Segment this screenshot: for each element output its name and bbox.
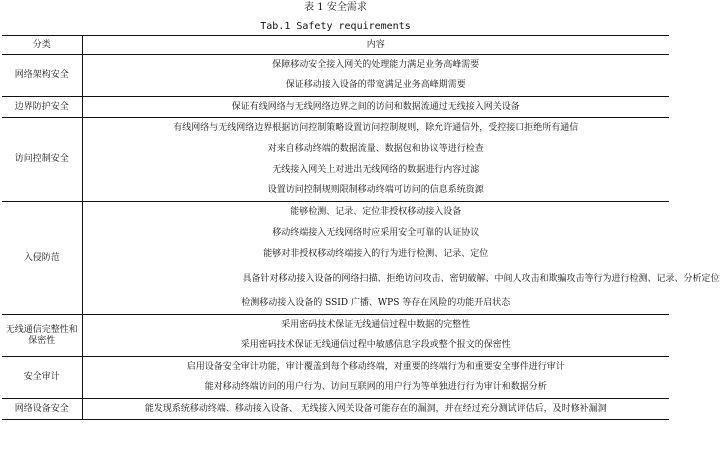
requirement-item: 能够对非授权移动终端接入的行为进行检测、记录、定位 [263,248,489,259]
safety-requirements-table [2,35,720,420]
table-row [2,265,669,294]
header-content: 内容 [82,36,669,55]
table-row [2,160,669,181]
table-row [2,118,669,139]
category-security-audit: 安全审计 [2,357,82,399]
requirement-item: 启用设备安全审计功能，审计覆盖到每个移动终端，对重要的终端行为和重要安全事件进行审计 [186,361,565,372]
table-row [2,294,669,315]
requirement-item: 对来自移动终端的数据流量、数据包和协议等进行检查 [267,143,484,154]
category-network-architecture: 网络架构安全 [2,55,82,97]
requirement-item: 设置访问控制规则限制移动终端可访问的信息系统资源 [82,181,669,202]
table-row [2,202,669,223]
category-wireless-integrity-confidentiality: 无线通信完整性和保密性 [2,315,82,357]
requirement-item: 具备针对移动接入设备的网络扫描、拒绝访问攻击、密钥破解、中间人攻击和欺骗攻击等行为进行检测、记录、分析定位 [242,273,720,284]
requirement-item: 能对移动终端访问的用户行为、访问互联网的用户行为等单独进行行为审计和数据分析 [82,378,669,399]
table-row [2,244,669,265]
table-row [2,378,669,399]
table-row [2,97,669,118]
requirement-item: 保证有线网络与无线网络边界之间的访问和数据流通过无线接入网关设备 [82,97,669,118]
table-row [2,223,669,244]
table-row [2,76,669,97]
requirement-item: 无线接入网关上对进出无线网络的数据进行内容过滤 [272,164,480,175]
category-network-device: 网络设备安全 [2,399,82,420]
requirement-item: 保证移动接入设备的带宽满足业务高峰期需要 [82,76,669,97]
table-row [2,181,669,202]
table-row [2,315,669,336]
category-boundary-protection: 边界防护安全 [2,97,82,118]
header-category: 分类 [2,36,82,55]
requirement-item: 采用密码技术保证无线通信过程中数据的完整性 [281,319,471,330]
table-title-chinese: 表 1 安全需求 [304,2,367,13]
category-intrusion-prevention: 入侵防范 [2,202,82,315]
table-row [2,357,669,378]
requirement-item: 移动终端接入无线网络时应采用安全可靠的认证协议 [272,227,480,238]
requirement-item: 采用密码技术保证无线通信过程中敏感信息字段或整个报文的保密性 [82,336,669,357]
table-row [2,336,669,357]
requirement-item: 有线网络与无线网络边界根据访问控制策略设置访问控制规则，除允许通信外，受控接口拒绝所有通信 [173,122,579,133]
table-row [2,55,669,76]
requirement-item: 保障移动安全接入网关的处理能力满足业务高峰需要 [272,59,480,70]
category-access-control: 访问控制安全 [2,118,82,202]
requirement-item: 能发现系统移动终端、移动接入设备、 无线接入网关设备可能存在的漏洞，并在经过充分测试评估后，及时修补漏洞 [82,399,669,420]
table-row [2,399,669,420]
requirement-item: 能够检测、记录、定位非授权移动接入设备 [290,206,462,217]
table-header-row [2,36,669,55]
table-row [2,139,669,160]
table-title-english: Tab.1 Safety requirements [260,21,411,32]
requirement-item: 检测移动接入设备的 SSID 广播、WPS 等存在风险的功能开启状态 [82,294,669,315]
